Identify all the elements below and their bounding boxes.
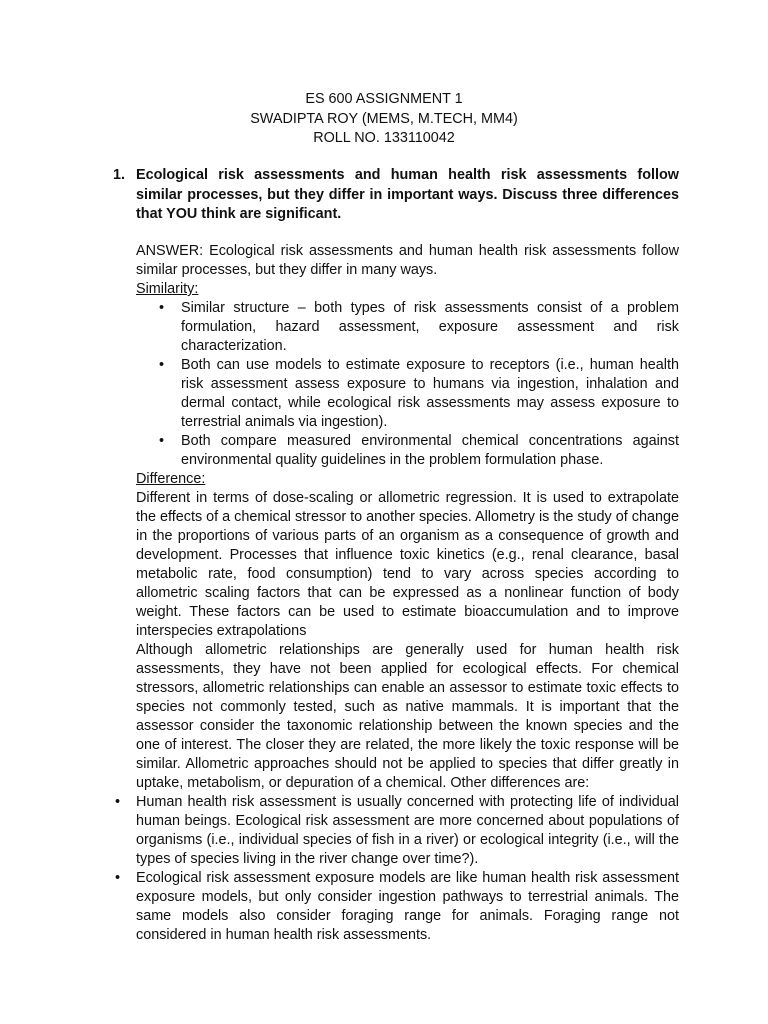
difference-paragraph-2: Although allometric relationships are generally used for human health risk assessments, they have not been applied for ecological effects. For chemical stressors, allometric relationships can enable an assessor to estimate toxic effects to species not commonly tested, such as native mammals. It is important that the assessor consider the taxonomic relationship between the known species and the one of interest. The closer they are related, the more likely the toxic response will be similar. Allometric approaches should not be applied to species that differ greatly in uptake, metabolism, or depuration of a chemical. Other differences are: xyxy=(136,642,679,791)
question-text: Ecological risk assessments and human health risk assessments follow similar processes, but they differ in important ways. Discuss three differences that YOU think are significant. xyxy=(136,167,679,222)
list-item xyxy=(115,869,679,945)
list-item-text: Similar structure – both types of risk assessments consist of a problem formulation, hazard assessment, exposure assessment and risk characterization. xyxy=(181,300,679,354)
list-item xyxy=(115,793,679,869)
bullet-icon: • xyxy=(159,433,165,449)
answer-intro: ANSWER: Ecological risk assessments and human health risk assessments follow similar processes, but they differ in many ways. xyxy=(136,243,679,278)
bullet-icon: • xyxy=(115,870,121,886)
difference-list xyxy=(112,793,679,945)
document-header xyxy=(0,90,768,149)
answer-body xyxy=(115,242,679,945)
assignment-title: ES 600 ASSIGNMENT 1 xyxy=(305,91,463,107)
roll-number: ROLL NO. 133110042 xyxy=(313,130,455,146)
similarity-list xyxy=(136,299,679,470)
question-1 xyxy=(113,166,679,225)
list-item-text: Both can use models to estimate exposure to receptors (i.e., human health risk assessment assess exposure to humans via ingestion, inhalation and dermal contact, while ecological risk assessments may assess exposure to terrestrial animals via ingestion). xyxy=(181,357,679,430)
list-item-text: Ecological risk assessment exposure models are like human health risk assessment exposure models, but only consider ingestion pathways to terrestrial animals. The same models also consider foraging range for animals. Foraging range not considered in human health risk assessments. xyxy=(136,870,679,943)
difference-paragraph-1: Different in terms of dose-scaling or allometric regression. It is used to extrapolate the effects of a chemical stressor to another species. Allometry is the study of change in the proportions of various parts of an organism as a consequence of growth and development. Processes that influence toxic kinetics (e.g., renal clearance, basal metabolic rate, food consumption) tend to vary across species according to allometric scaling factors that can be expressed as a nonlinear function of body weight. These factors can be used to estimate bioaccumulation and to improve interspecies extrapolations xyxy=(136,490,679,639)
list-item-text: Human health risk assessment is usually concerned with protecting life of individual human beings. Ecological risk assessment are more concerned about populations of organisms (i.e., individual species of fish in a river) or ecological integrity (i.e., will the types of species living in the river change over time?). xyxy=(136,794,679,867)
similarity-heading: Similarity: xyxy=(136,281,199,297)
list-item-text: Both compare measured environmental chemical concentrations against environmental quality guidelines in the problem formulation phase. xyxy=(181,433,679,468)
difference-heading: Difference: xyxy=(136,471,206,487)
bullet-icon: • xyxy=(159,357,165,373)
author-line: SWADIPTA ROY (MEMS, M.TECH, MM4) xyxy=(250,110,518,127)
list-item xyxy=(159,432,679,470)
list-item xyxy=(159,299,679,356)
bullet-icon: • xyxy=(115,794,121,810)
list-item xyxy=(159,356,679,432)
bullet-icon: • xyxy=(159,300,165,316)
question-number: 1. xyxy=(113,167,126,183)
